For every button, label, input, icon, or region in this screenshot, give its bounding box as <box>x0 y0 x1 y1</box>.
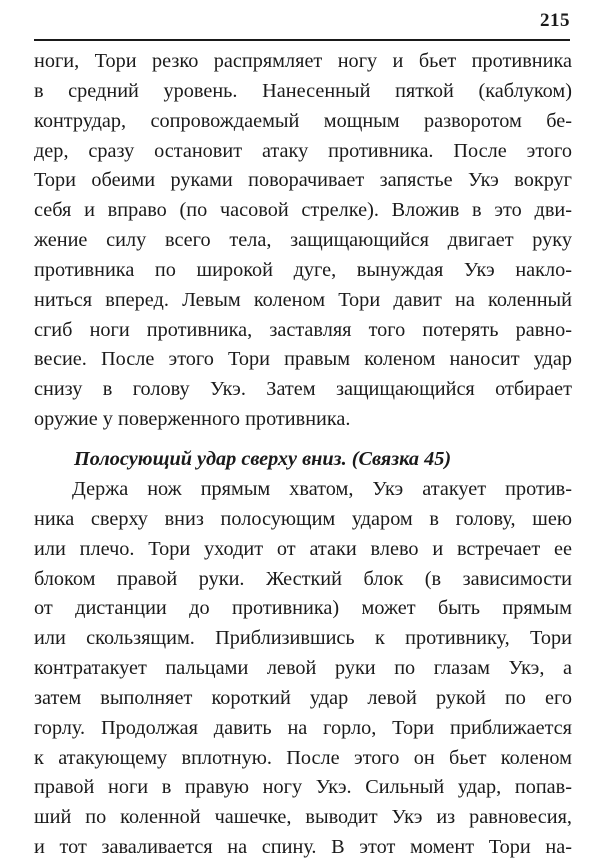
text-line: ноги, Тори резко распрямляет ногу и бьет противника <box>34 50 572 72</box>
text-line: или плечо. Тори уходит от атаки влево и встречает ее <box>34 537 572 560</box>
text-line: ниться вперед. Левым коленом Тори давит на коленный <box>34 288 572 311</box>
page-number: 215 <box>540 10 570 31</box>
text-line: горлу. Продолжая давить на горло, Тори приближается <box>34 716 572 739</box>
text-line: блоком правой руки. Жесткий блок (в зависимости <box>34 567 572 590</box>
text-line: ший по коленной чашечке, выводит Укэ из равновесия, <box>34 806 572 829</box>
text-line: сгиб ноги противника, заставляя того потерять равно- <box>34 318 572 341</box>
text-line: ника сверху вниз полосующим ударом в голову, шею <box>34 507 572 530</box>
text-line: правой ноги в правую ногу Укэ. Сильный удар, попав- <box>34 776 572 799</box>
text-line: Тори обеими руками поворачивает запястье Укэ вокруг <box>34 169 572 192</box>
text-line: затем выполняет короткий удар левой рукой по его <box>34 686 572 709</box>
text-line: к атакующему вплотную. После этого он бьет коленом <box>34 746 572 769</box>
text-line: или скользящим. Приблизившись к противнику, Тори <box>34 627 572 650</box>
text-line: в средний уровень. Нанесенный пяткой (каблуком) <box>34 79 572 102</box>
text-line: контрудар, сопровождаемый мощным разворотом бе- <box>34 109 572 132</box>
text-line: от дистанции до противника) может быть прямым <box>34 597 572 620</box>
text-line: себя и вправо (по часовой стрелке). Вложив в это дви- <box>34 199 572 222</box>
text-line: весие. После этого Тори правым коленом наносит удар <box>34 348 572 371</box>
text-line: дер, сразу остановит атаку противника. После этого <box>34 139 572 162</box>
text-line: оружие у поверженного противника. <box>34 408 351 431</box>
text-line: снизу в голову Укэ. Затем защищающийся отбирает <box>34 378 572 401</box>
header-rule <box>34 39 570 41</box>
text-line: контратакует пальцами левой руки по глазам Укэ, а <box>34 657 572 680</box>
text-line: и тот заваливается на спину. В этот момент Тори на- <box>34 836 572 859</box>
section-heading: Полосующий удар сверху вниз. (Связка 45) <box>74 448 452 471</box>
text-line: жение силу всего тела, защищающийся двигает руку <box>34 229 572 251</box>
text-line: Держа нож прямым хватом, Укэ атакует против- <box>72 478 572 501</box>
text-line: противника по широкой дуге, вынуждая Укэ накло- <box>34 258 572 281</box>
